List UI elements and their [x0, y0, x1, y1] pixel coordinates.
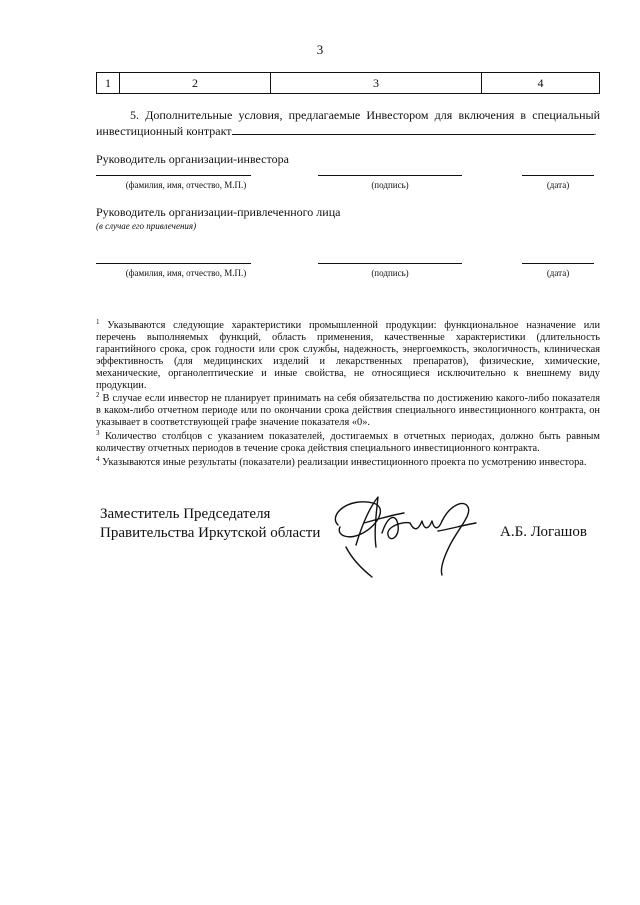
caption-date: (дата)	[546, 268, 570, 278]
signature-line	[318, 174, 462, 176]
name-line	[96, 174, 251, 176]
name-line	[96, 262, 251, 264]
footnote-1: $^1$ Указываются следующие характеристики промышленной продукции: функциональное назначение или перечень выполняемых функций, область применения, качественные характеристики (длительность гарантийного срока, срок годности или срок службы, надежность, энергоемкость, экологичность, клиническая эффективность (для медицинских изделий и лекарственных препаратов), физические, химические, механические, органолептические и иные свойства, не относящиеся исключительно к внешнему виду продукции.	[96, 318, 600, 391]
table-header-cell: 1	[97, 73, 120, 94]
footnote-4: $^4$ Указываются иные результаты (показатели) реализации инвестиционного проекта по усмотрению инвестора.	[96, 455, 587, 468]
signatory-position: Заместитель Председателя Правительства Иркутской области	[100, 506, 321, 541]
paragraph-5-text: 5. Дополнительные условия, предлагаемые Инвестором для включения в специальный инвестиционный контракт	[96, 108, 600, 138]
handwritten-signature	[318, 485, 488, 585]
caption-date: (дата)	[546, 180, 570, 190]
date-line	[522, 262, 594, 264]
table-header-row	[96, 72, 600, 94]
signature-line	[318, 262, 462, 264]
date-line	[522, 174, 594, 176]
fill-in-line	[232, 123, 594, 135]
investor-head-title: Руководитель организации-инвестора	[96, 152, 289, 166]
caption-signature: (подпись)	[371, 180, 409, 190]
caption-name: (фамилия, имя, отчество, М.П.)	[125, 180, 247, 190]
table-header-cell: 4	[482, 73, 600, 94]
caption-signature: (подпись)	[371, 268, 409, 278]
page-number: 3	[316, 42, 324, 57]
attracted-head-title: Руководитель организации-привлеченного лица	[96, 205, 341, 219]
signatory-name: А.Б. Логашов	[500, 524, 587, 540]
paragraph-5: 5. Дополнительные условия, предлагаемые Инвестором для включения в специальный инвестиционный контракт .	[96, 108, 600, 138]
footnote-3: $^3$ Количество столбцов с указанием показателей, достигаемых в отчетных периодах, должно быть равным количеству отчетных периодов в течение срока действия специального инвестиционного контракта.	[96, 429, 600, 454]
caption-name: (фамилия, имя, отчество, М.П.)	[125, 268, 247, 278]
table-header-cell: 2	[120, 73, 271, 94]
attracted-head-note: (в случае его привлечения)	[96, 221, 197, 231]
table-header-cell: 3	[271, 73, 482, 94]
footnote-2: $^2$ В случае если инвестор не планирует принимать на себя обязательства по достижению какого-либо показателя в каком-либо отчетном периоде или по окончании срока действия специального инвестиционного контракта, он указывает в соответствующей графе значение показателя «0».	[96, 391, 600, 428]
